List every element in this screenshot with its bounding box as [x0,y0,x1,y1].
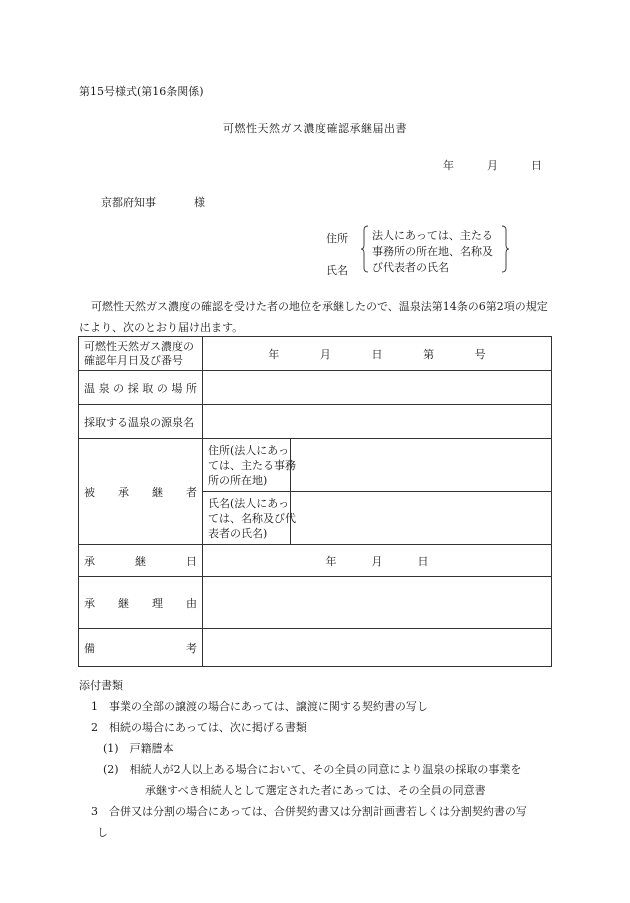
label-line: 可燃性天然ガス濃度の [84,339,194,353]
date-month: 月 [487,159,498,172]
addressee [101,194,205,210]
row-label-succession-reason [79,577,203,629]
label-char: の [156,381,168,395]
field-dai: 第 [423,347,435,361]
label-char: 日 [186,554,197,568]
applicant-note-line: び代表者の氏名 [372,261,449,274]
attachment-item-continued: し [97,826,108,839]
submission-date [443,157,542,173]
succession-reason-field[interactable] [203,577,552,629]
label-char: 承 [118,485,129,499]
label-line: 氏名(法人にあっ [208,496,290,510]
attachment-subitem-continued: 承継すべき相続人として選定された者にあっては、その全員の同意書 [145,784,486,797]
label-char: 承 [84,554,95,568]
field-day: 日 [417,554,429,568]
form-number: 第15号様式(第16条関係) [79,85,204,98]
date-year: 年 [443,159,454,172]
row-label-confirmation [79,337,203,371]
table-row [79,371,552,405]
attachments-section [79,675,527,843]
field-year: 年 [268,347,280,361]
label-char: 継 [118,596,129,610]
field-month: 月 [319,347,331,361]
table-row [79,545,552,577]
page-title: 可燃性天然ガス濃度確認承継届出書 [223,122,407,135]
row-label-location [79,371,203,405]
date-day: 日 [531,159,542,172]
label-char: 継 [152,485,163,499]
label-char: 由 [186,596,197,610]
label-char: 備 [84,641,95,655]
confirmation-date-number-field[interactable] [203,337,552,371]
table-row [79,577,552,629]
applicant-note-line: 法人にあっては、主たる [372,229,493,242]
table-row [79,405,552,439]
label-char: 者 [186,485,197,499]
label-line: 表者の氏名) [208,526,268,540]
attachments-heading: 添付書類 [79,679,123,692]
addressee-honorific: 様 [194,196,205,209]
source-name-field[interactable] [203,405,552,439]
attachment-item: 3 合併又は分割の場合にあっては、合併契約書又は分割計画書若しくは分割契約書の写 [91,805,527,818]
row-label-predecessor [79,439,203,545]
intro-text: 可燃性天然ガス濃度の確認を受けた者の地位を承継したので、温泉法第14条の6第2項の規定により、次のとおり届け出ます。 [79,300,548,334]
field-go: 号 [474,347,486,361]
notification-table [78,336,552,667]
location-field[interactable] [203,371,552,405]
remarks-field[interactable] [203,629,552,667]
succession-date-field[interactable] [203,545,552,577]
label-char: 採 [127,381,139,395]
label-char: 承 [84,596,95,610]
table-row [79,629,552,667]
label-char: 被 [84,485,95,499]
label-char: 所 [185,381,197,395]
applicant-address-label: 住所 [326,232,348,245]
label-char: 取 [142,381,154,395]
predecessor-name-field[interactable] [291,492,552,545]
row-label-remarks [79,629,203,667]
attachment-subitem: (1) 戸籍謄本 [103,742,174,755]
applicant-note [372,228,493,276]
attachment-item: 2 相続の場合にあっては、次に掲げる書類 [91,721,307,734]
applicant-name-label: 氏名 [326,264,348,277]
applicant-note-line: 事務所の所在地、名称及 [372,245,493,258]
sub-label-predecessor-name [203,492,296,545]
row-label-succession-date [79,545,203,577]
label-char: 理 [152,596,163,610]
attachment-subitem: (2) 相続人が2人以上ある場合において、その全員の同意により温泉の採取の事業を [103,763,522,776]
label-char: 泉 [98,381,110,395]
addressee-name: 京都府知事 [101,196,156,209]
table-row [79,439,552,492]
field-month: 月 [371,554,383,568]
label-char: 継 [135,554,146,568]
label-line: ては、主たる事務 [208,458,296,472]
label-line: 確認年月日及び番号 [84,353,183,367]
attachment-item: 1 事業の全部の譲渡の場合にあっては、譲渡に関する契約書の写し [91,700,428,713]
label-char: 温 [84,381,95,395]
field-year: 年 [325,554,337,568]
label-line: 所の所在地) [208,473,268,487]
row-label-source-name: 採取する温泉の源泉名 [79,405,203,439]
label-char: 考 [186,641,197,655]
predecessor-address-field[interactable] [291,439,552,492]
table-row [79,337,552,371]
sub-label-predecessor-address [203,439,296,492]
label-char: 場 [171,381,183,395]
label-line: ては、名称及び代 [208,511,296,525]
label-char: の [113,381,125,395]
field-day: 日 [371,347,383,361]
label-line: 住所(法人にあっ [208,443,290,457]
